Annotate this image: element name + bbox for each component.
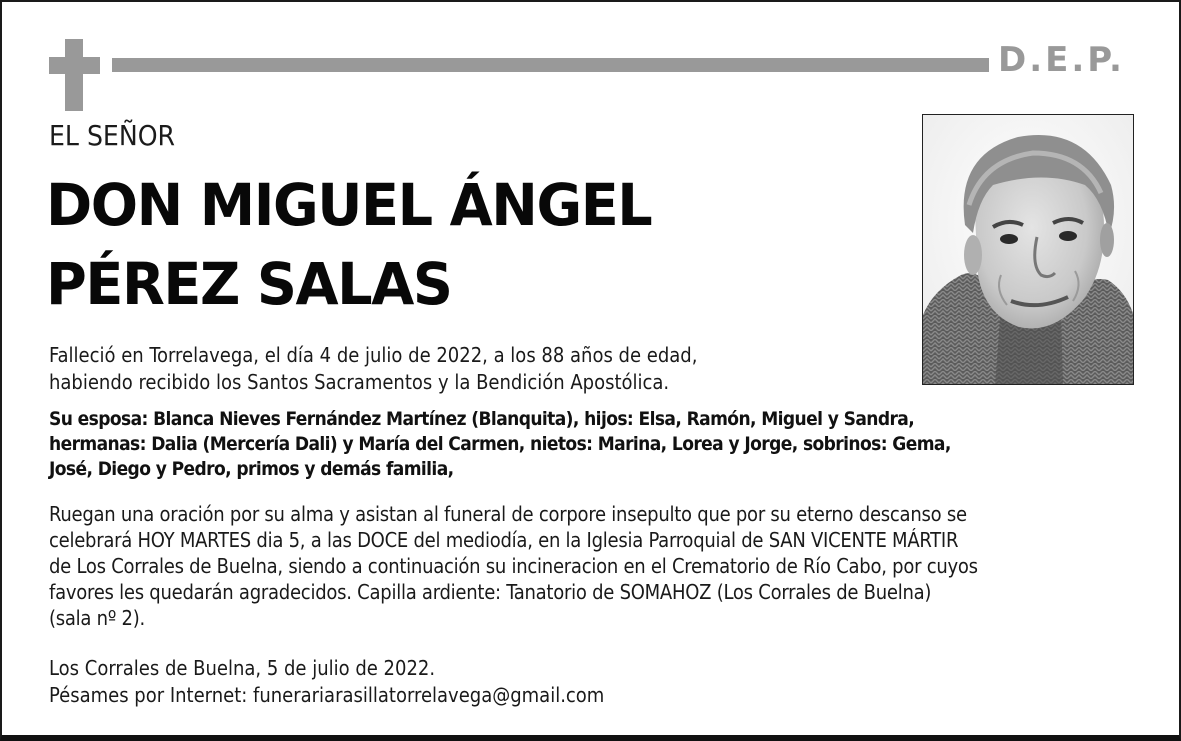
funeral-line: Ruegan una oración por su alma y asistan al funeral de corpore insepulto que por su eterno descanso se xyxy=(49,502,967,526)
death-notice xyxy=(49,342,697,396)
place-date: Los Corrales de Buelna, 5 de julio de 2022. xyxy=(49,656,436,680)
death-notice-line: Falleció en Torrelavega, el día 4 de julio de 2022, a los 88 años de edad, xyxy=(49,343,698,367)
dep-label: D.E.P. xyxy=(998,40,1125,80)
funeral-line: de Los Corrales de Buelna, siendo a continuación su incineracion en el Crematorio de Río Cabo, por cuyos xyxy=(49,554,978,578)
funeral-line: celebrará HOY MARTES dia 5, a las DOCE del mediodía, en la Iglesia Parroquial de SAN VICENTE MÁRTIR xyxy=(49,528,959,552)
header-rule xyxy=(112,58,989,72)
family-list xyxy=(49,407,951,482)
family-line: Su esposa: Blanca Nieves Fernández Martínez (Blanquita), hijos: Elsa, Ramón, Miguel y Sandra, xyxy=(49,408,915,430)
family-line: hermanas: Dalia (Mercería Dali) y María del Carmen, nietos: Marina, Lorea y Jorge, sobrinos: Gema, xyxy=(49,433,951,455)
portrait-photo xyxy=(922,114,1134,385)
funeral-line: (sala nº 2). xyxy=(49,606,145,630)
family-line: José, Diego y Pedro, primos y demás familia, xyxy=(49,458,454,480)
deceased-name-line-2: PÉREZ SALAS xyxy=(46,250,452,318)
condolences-email: Pésames por Internet: funerariarasillatorrelavega@gmail.com xyxy=(49,683,605,707)
title-small: EL SEÑOR xyxy=(49,119,176,152)
funeral-line: favores les quedarán agradecidos. Capilla ardiente: Tanatorio de SOMAHOZ (Los Corrales de Buelna) xyxy=(49,580,932,604)
closing xyxy=(49,655,604,709)
death-notice-line: habiendo recibido los Santos Sacramentos y la Bendición Apostólica. xyxy=(49,370,670,394)
funeral-details xyxy=(49,501,978,631)
deceased-name-line-1: DON MIGUEL ÁNGEL xyxy=(46,171,652,239)
